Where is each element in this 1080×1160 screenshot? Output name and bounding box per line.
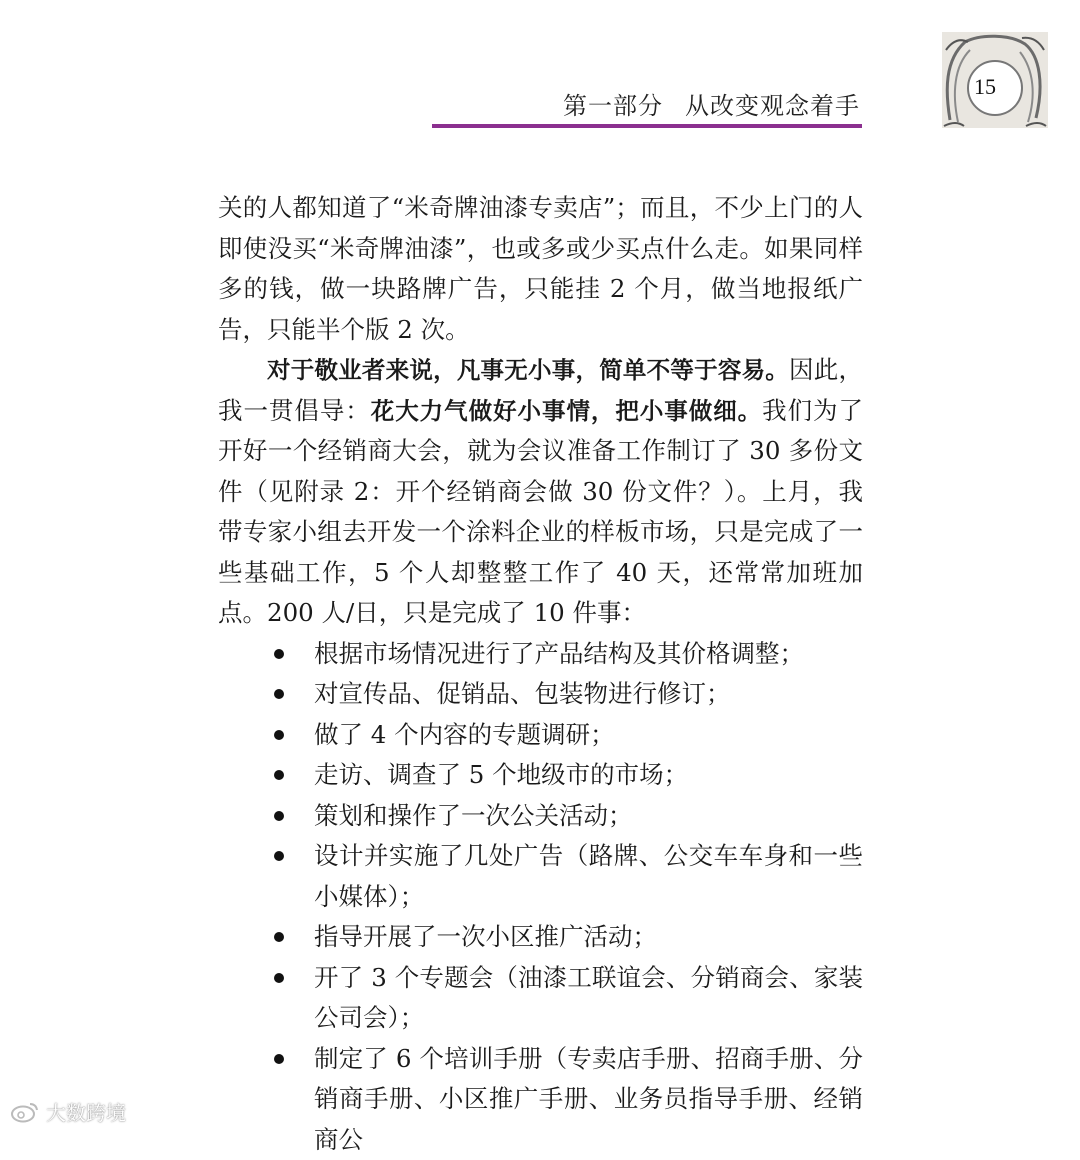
- paragraph-1: 关的人都知道了“米奇牌油漆专卖店”；而且，不少上门的人即使没买“米奇牌油漆”，也或多或少买点什么走。如果同样多的钱，做一块路牌广告，只能挂 2 个月，做当地报纸广告，只能半个版 2 次。: [218, 188, 863, 350]
- bullet-icon: [274, 689, 284, 699]
- list-item-text: 根据市场情况进行了产品结构及其价格调整；: [314, 639, 804, 668]
- part-label: 第一部分: [563, 92, 663, 120]
- bullet-icon: [274, 973, 284, 983]
- list-item: [218, 1039, 863, 1160]
- task-list: [218, 634, 863, 1160]
- bullet-icon: [274, 1054, 284, 1064]
- list-item: [218, 634, 863, 675]
- list-item-text: 指导开展了一次小区推广活动；: [314, 922, 657, 951]
- watermark-text: 大数跨境: [46, 1097, 126, 1126]
- list-item-text: 做了 4 个内容的专题调研；: [314, 720, 615, 749]
- emphasis-2: 花大力气做好小事情，把小事做细。: [371, 397, 762, 425]
- header-rule: [432, 124, 862, 128]
- list-item: [218, 958, 863, 1039]
- bullet-icon: [274, 649, 284, 659]
- list-item: [218, 917, 863, 958]
- watermark: [10, 1097, 126, 1126]
- running-head: [563, 86, 860, 121]
- emphasis-1: 对于敬业者来说，凡事无小事，简单不等于容易。: [267, 356, 789, 384]
- list-item-text: 策划和操作了一次公关活动；: [314, 801, 633, 830]
- bullet-icon: [274, 811, 284, 821]
- list-item: [218, 755, 863, 796]
- bullet-icon: [274, 932, 284, 942]
- paragraph-2-text-b: 我们为了开好一个经销商大会，就为会议准备工作制订了 30 多份文件（见附录 2：开个经销商会做 30 份文件？）。上月，我带专家小组去开发一个涂料企业的样板市场，只是完成了一些基础工作，5 个人却整整工作了 40 天，还常常加班加点。200 人/日，只是完成了 10 件事：: [218, 396, 863, 628]
- list-item: [218, 796, 863, 837]
- list-item-text: 对宣传品、促销品、包装物进行修订；: [314, 679, 731, 708]
- list-item: [218, 836, 863, 917]
- list-item: [218, 674, 863, 715]
- weibo-logo-icon: [10, 1101, 40, 1123]
- paragraph-2: [218, 350, 863, 634]
- paragraph-2-text-a: 因此，我一贯倡导：: [218, 355, 863, 425]
- list-item-text: 开了 3 个专题会（油漆工联谊会、分销商会、家装公司会）；: [314, 963, 863, 1033]
- bullet-icon: [274, 730, 284, 740]
- list-item-text: 制定了 6 个培训手册（专卖店手册、招商手册、分销商手册、小区推广手册、业务员指导手册、经销商公: [314, 1044, 863, 1154]
- page-number: 15: [960, 74, 1010, 100]
- body-text: [218, 188, 863, 1160]
- list-item-text: 走访、调查了 5 个地级市的市场；: [314, 760, 688, 789]
- bullet-icon: [274, 770, 284, 780]
- list-item: [218, 715, 863, 756]
- list-item-text: 设计并实施了几处广告（路牌、公交车车身和一些小媒体）；: [314, 841, 863, 911]
- bullet-icon: [274, 851, 284, 861]
- chapter-title: 从改变观念着手: [685, 92, 860, 120]
